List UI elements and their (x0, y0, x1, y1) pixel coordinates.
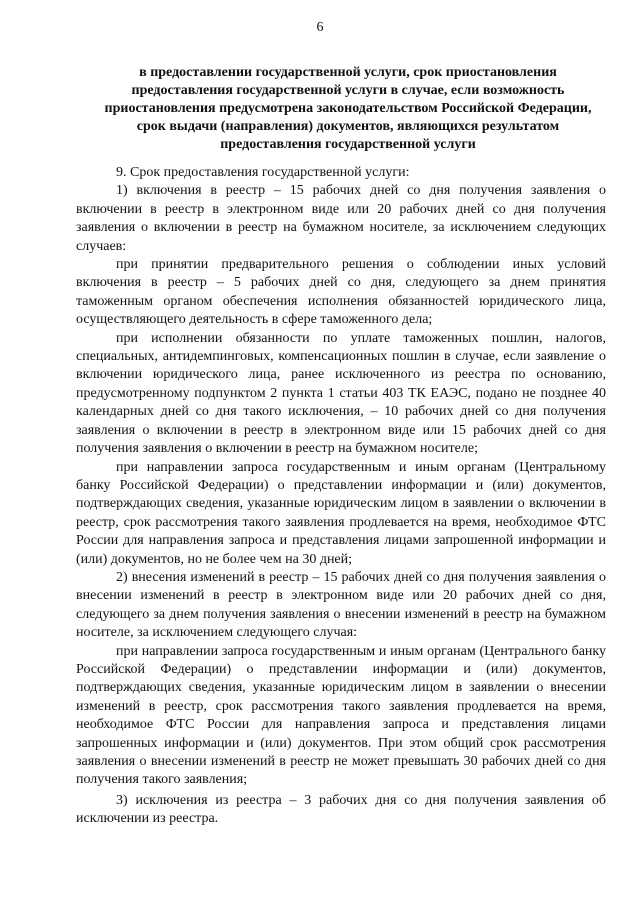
heading-line: предоставления государственной услуги в случае, если возможность (131, 83, 565, 98)
paragraph-exception-request-changes: при направлении запроса государственным и иным органам (Центрального банку Российской Федерации) о представлении информации и (или) документов, подтверждающих сведения, указанные юридическим лицом в заявлении о внесении изменений в реестр, срок рассмотрения такого заявления продлевается на время, необходимое ФТС России для направления запроса и представления лицами запрошенных информации и (или) документов. При этом общий срок рассмотрения заявления о внесении изменений в реестр не может превышать 30 рабочих дней со дня получения такого заявления; (76, 643, 606, 788)
heading-line: предоставления государственной услуги (220, 137, 476, 152)
paragraph-subitem-1: 1) включения в реестр – 15 рабочих дней со дня получения заявления о включении в реестр в электронном виде или 20 рабочих дней со дня получения заявления о включении в реестр на бумажном носителе, за исключением следующих случаев: (76, 183, 606, 254)
paragraph-exception-request-inclusion: при направлении запроса государственным и иным органам (Центральному банку Российской Федерации) о представлении информации и (или) документов, подтверждающих сведения, указанные юридическим лицом в заявлении о включении в реестр, срок рассмотрения такого заявления продлевается на время, необходимое ФТС России для направления запроса и представления лицами запрошенной информации и (или) документов, но не более чем на 30 дней; (76, 459, 606, 567)
heading-line: в предоставлении государственной услуги, срок приостановления (139, 65, 557, 80)
paragraph-exception-preliminary-decision: при принятии предварительного решения о соблюдении иных условий включения в реестр – 5 рабочих дней со дня, следующего за днем принятия таможенным органом обеспечения исполнения обязанностей юридического лица, осуществляющего деятельность в сфере таможенного дела; (76, 257, 606, 328)
section-heading (90, 64, 606, 154)
paragraph-exception-duties-payment: при исполнении обязанности по уплате таможенных пошлин, налогов, специальных, антидемпинговых, компенсационных пошлин в случае, если заявление о включении юридического лица, ранее исключенного из реестра по основанию, предусмотренному подпунктом 2 пункта 1 статьи 403 ТК ЕАЭС, подано не позднее 40 календарных дней со дня такого исключения, – 10 рабочих дней со дня получения заявления о включении в реестр в электронном виде или 15 рабочих дней со дня получения заявления о включении в реестр на бумажном носителе; (76, 330, 606, 457)
paragraph-subitem-3: 3) исключения из реестра – 3 рабочих дня со дня получения заявления об исключении из реестра. (76, 792, 606, 827)
document-body (76, 164, 606, 829)
paragraph-subitem-2: 2) внесения изменений в реестр – 15 рабочих дней со дня получения заявления о внесении изменений в реестр в электронном виде или 20 рабочих дней со дня, следующего за днем получения заявления о внесении изменений в реестр на бумажном носителе, за исключением следующего случая: (76, 569, 606, 641)
page-number: 6 (316, 20, 324, 35)
heading-line: срок выдачи (направления) документов, являющихся результатом (136, 119, 560, 134)
paragraph-item-9-title: 9. Срок предоставления государственной услуги: (116, 165, 410, 180)
heading-line: приостановления предусмотрена законодательством Российской Федерации, (104, 101, 592, 116)
